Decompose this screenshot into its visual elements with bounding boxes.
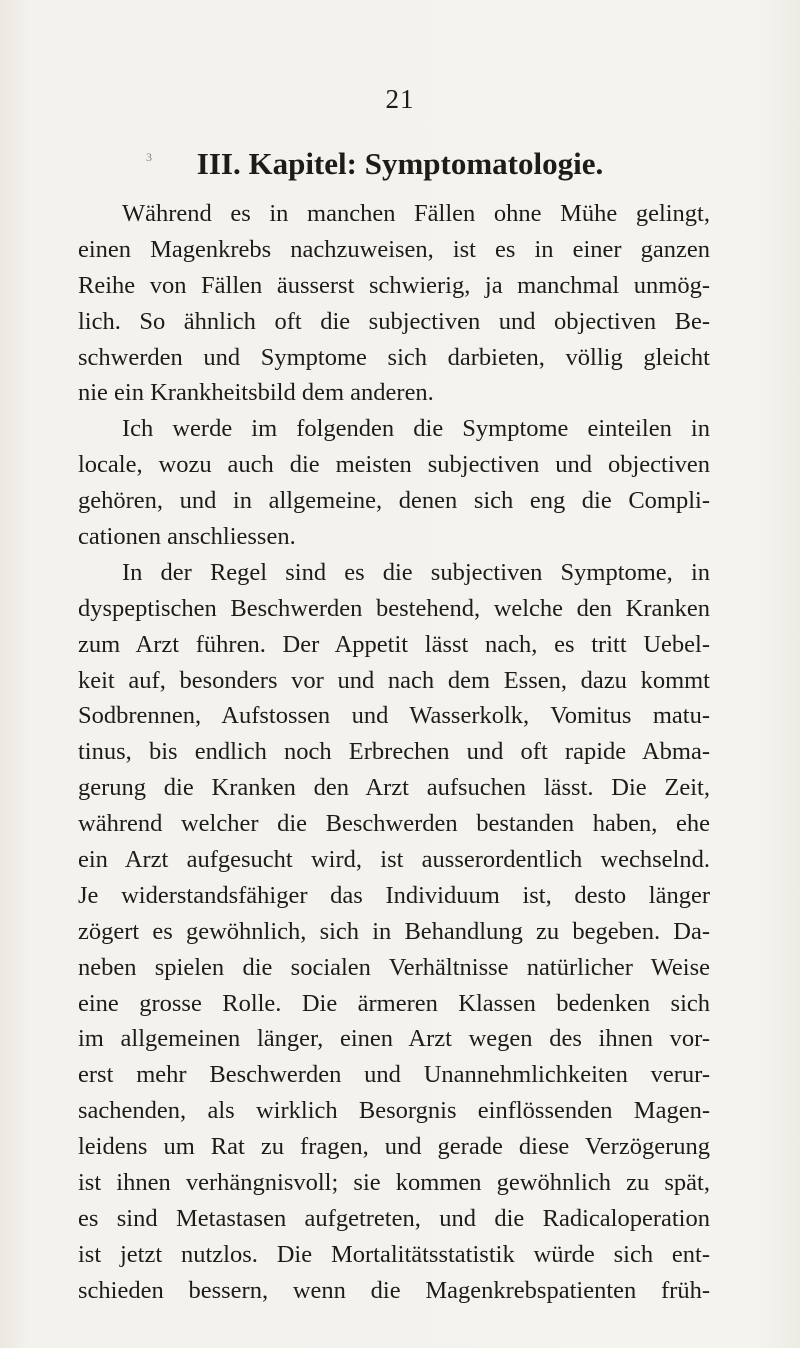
text-line: leidens um Rat zu fragen, und gerade diese Verzögerung bbox=[78, 1133, 710, 1161]
text-line: locale, wozu auch die meisten subjectiven und objectiven bbox=[78, 451, 710, 479]
text-line: es sind Metastasen aufgetreten, und die Radicaloperation bbox=[78, 1204, 710, 1232]
corner-mark: 3 bbox=[146, 150, 152, 164]
chapter-word: Kapitel: bbox=[248, 146, 357, 181]
text-line: ein Arzt aufgesucht wird, ist ausserordentlich wechselnd. bbox=[78, 846, 710, 874]
text-line: Während es in manchen Fällen ohne Mühe gelingt, bbox=[122, 200, 710, 227]
text-line: cationen anschliessen. bbox=[78, 523, 296, 551]
text-line: während welcher die Beschwerden bestanden haben, ehe bbox=[78, 810, 710, 838]
text-line: schieden bessern, wenn die Magenkrebspatienten früh- bbox=[78, 1276, 710, 1304]
text-line: nie ein Krankheitsbild dem anderen. bbox=[78, 379, 434, 407]
text-line: ist ihnen verhängnisvoll; sie kommen gewöhnlich zu spät, bbox=[78, 1169, 710, 1197]
text-line: sachenden, als wirklich Besorgnis einflössenden Magen- bbox=[78, 1097, 710, 1125]
text-line: eine grosse Rolle. Die ärmeren Klassen bedenken sich bbox=[78, 989, 710, 1017]
chapter-title bbox=[0, 146, 800, 182]
text-line: tinus, bis endlich noch Erbrechen und oft rapide Abma- bbox=[78, 738, 710, 766]
text-line: erst mehr Beschwerden und Unannehmlichkeiten verur- bbox=[78, 1061, 710, 1089]
text-line: Sodbrennen, Aufstossen und Wasserkolk, Vomitus matu- bbox=[78, 702, 710, 730]
text-line: zögert es gewöhnlich, sich in Behandlung zu begeben. Da- bbox=[78, 917, 710, 945]
text-line: gerung die Kranken den Arzt aufsuchen lässt. Die Zeit, bbox=[78, 774, 710, 802]
chapter-numeral: III. bbox=[196, 146, 241, 181]
text-line: In der Regel sind es die subjectiven Symptome, in bbox=[122, 558, 710, 586]
chapter-subject: Symptomatologie. bbox=[364, 146, 604, 181]
text-line: Ich werde im folgenden die Symptome einteilen in bbox=[122, 415, 710, 443]
body-text bbox=[78, 196, 710, 1309]
page-number: 21 bbox=[385, 84, 415, 114]
text-line: keit auf, besonders vor und nach dem Essen, dazu kommt bbox=[78, 666, 710, 694]
text-line: im allgemeinen länger, einen Arzt wegen des ihnen vor- bbox=[78, 1025, 710, 1053]
text-line: Reihe von Fällen äusserst schwierig, ja manchmal unmög- bbox=[78, 271, 710, 299]
text-line: lich. So ähnlich oft die subjectiven und objectiven Be- bbox=[78, 307, 710, 335]
text-line: Je widerstandsfähiger das Individuum ist, desto länger bbox=[78, 881, 710, 909]
text-line: schwerden und Symptome sich darbieten, völlig gleicht bbox=[78, 343, 710, 371]
text-line: einen Magenkrebs nachzuweisen, ist es in einer ganzen bbox=[78, 235, 710, 263]
text-line: gehören, und in allgemeine, denen sich eng die Compli- bbox=[78, 487, 710, 515]
text-line: ist jetzt nutzlos. Die Mortalitätsstatistik würde sich ent- bbox=[78, 1240, 710, 1268]
text-line: neben spielen die socialen Verhältnisse natürlicher Weise bbox=[78, 953, 710, 981]
text-line: zum Arzt führen. Der Appetit lässt nach, es tritt Uebel- bbox=[78, 630, 710, 658]
text-line: dyspeptischen Beschwerden bestehend, welche den Kranken bbox=[78, 594, 710, 622]
